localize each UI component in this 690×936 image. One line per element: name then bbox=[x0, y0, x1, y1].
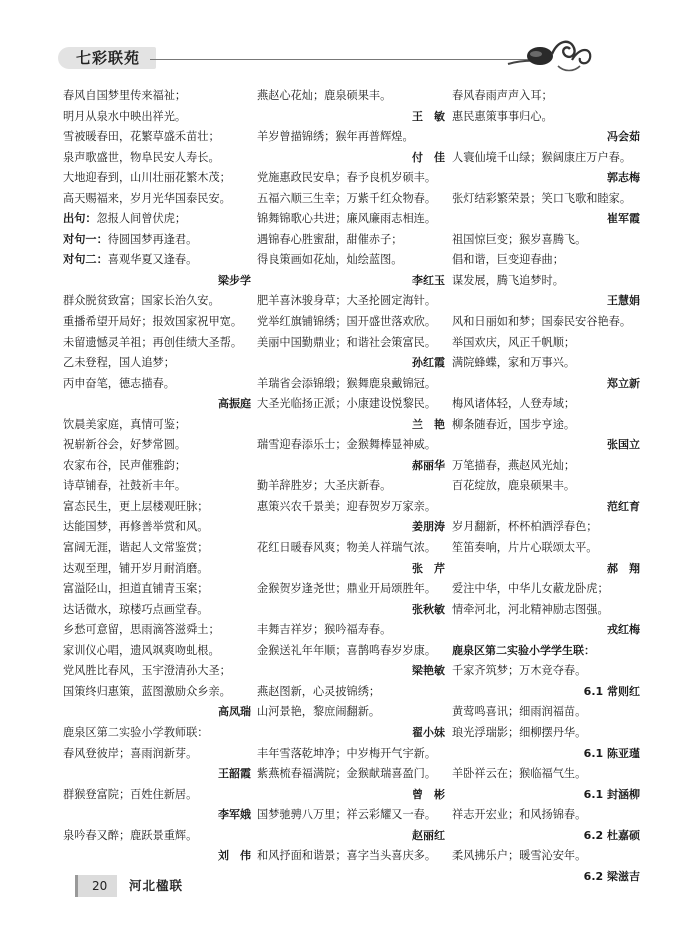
author-name: 6.1 陈亚瑾 bbox=[583, 746, 640, 760]
couplet-line: 五福六顺三生幸；万紫千红众物春。 bbox=[257, 191, 437, 205]
couplet-line: 羊瑞省会添锦缎；猴舞鹿泉戴锦冠。 bbox=[257, 376, 437, 390]
couplet-line: 群众脱贫致富；国家长治久安。 bbox=[63, 294, 220, 308]
couplet-line: 泉声歌盛世，物阜民安人寿长。 bbox=[63, 150, 220, 164]
couplet-line: 富溢陉山，担道直铺青玉案； bbox=[63, 582, 209, 596]
couplet-line: 黄莺鸣喜讯；细雨润福苗。 bbox=[452, 705, 587, 719]
poem-column-3 bbox=[452, 86, 642, 887]
author-name: 翟小妹 bbox=[412, 725, 445, 739]
author-name: 张 芹 bbox=[412, 561, 445, 575]
couplet-line: 乡愁可意留，思雨滴答滋舜土； bbox=[63, 623, 220, 637]
couplet-line: 春风春雨声声入耳； bbox=[452, 89, 553, 102]
couplet-line: 重播希望开局好；报效国家祝甲宽。 bbox=[63, 315, 243, 329]
couplet-line: 农家布谷，民声催雅韵； bbox=[63, 458, 187, 472]
couplet-line: 鹿泉区第二实验小学教师联： bbox=[63, 725, 209, 739]
author-name: 孙红霞 bbox=[412, 356, 445, 370]
couplet-line: 惠策兴农千景美；迎春贺岁万家亲。 bbox=[257, 499, 437, 513]
couplet-line: 瑞雪迎春添乐士；金猴舞棒显神威。 bbox=[257, 438, 437, 452]
author-name: 梁步学 bbox=[218, 273, 251, 287]
author-name: 6.2 杜嘉硕 bbox=[583, 828, 640, 842]
section-title: 七彩联苑 bbox=[58, 47, 156, 69]
couplet-line: 党风胜比春风，玉宇澄清孙大圣； bbox=[63, 664, 231, 678]
couplet-label: 对句一： bbox=[63, 232, 108, 246]
couplet-line: 高天赐福来，岁月光华国泰民安。 bbox=[63, 191, 231, 205]
couplet-text: 喜观华夏又逢春。 bbox=[107, 253, 198, 267]
couplet-line: 羊卧祥云在；猴临福气生。 bbox=[452, 767, 587, 781]
couplet-line: 达观至理，铺开岁月耐消磨。 bbox=[63, 561, 209, 575]
author-name: 戎红梅 bbox=[607, 623, 640, 637]
couplet-line: 家训仪心唱，遗风飒爽吻虬根。 bbox=[63, 643, 220, 657]
section-heading: 鹿泉区第二实验小学学生联： bbox=[452, 643, 595, 657]
author-name: 高振庭 bbox=[218, 397, 251, 411]
couplet-line: 国梦驰骋八万里；祥云彩耀又一春。 bbox=[257, 808, 437, 822]
couplet-line: 人寰仙境千山绿；猴阔康庄万户春。 bbox=[452, 150, 632, 164]
couplet-line: 党举红旗铺锦绣；国开盛世落欢欣。 bbox=[257, 315, 437, 329]
couplet-line: 万笔描春，燕赵风光灿； bbox=[452, 458, 576, 472]
couplet-line: 达能国梦，再修善举赏和风。 bbox=[63, 520, 209, 534]
couplet-line: 风和日丽如和梦；国泰民安谷艳春。 bbox=[452, 315, 632, 329]
couplet-line: 美丽中国勤鼎业；和谐社会策富民。 bbox=[257, 335, 437, 349]
couplet-line: 笙笛奏响，片片心联颂太平。 bbox=[452, 541, 598, 555]
author-name: 张秋敏 bbox=[412, 602, 445, 616]
header-rule bbox=[150, 59, 530, 60]
couplet-line: 祝崭新谷会，好梦常圆。 bbox=[63, 438, 187, 452]
author-name: 王慧娟 bbox=[607, 294, 640, 308]
couplet-line: 花红日暖春风爽；物美人祥瑞气浓。 bbox=[257, 541, 437, 555]
couplet-line: 国策终归惠策，蓝图激励众乡亲。 bbox=[63, 684, 231, 698]
brush-ornament-icon bbox=[500, 30, 595, 80]
couplet-label: 对句二： bbox=[63, 253, 108, 267]
couplet-line: 情牵河北，河北精神励志图强。 bbox=[452, 602, 609, 616]
couplet-label: 出句： bbox=[63, 212, 97, 226]
couplet-line: 肥羊喜沐骏身草；大圣抡圆定海针。 bbox=[257, 294, 437, 308]
couplet-line: 满院蜂蝶，家和万事兴。 bbox=[452, 356, 576, 370]
author-name: 梁艳敏 bbox=[412, 664, 445, 678]
couplet-line: 紫燕梳春福满院；金猴献瑞喜盈门。 bbox=[257, 767, 437, 781]
couplet-line: 大地迎春到，山川壮丽花繁木茂； bbox=[63, 171, 231, 185]
couplet-line: 丰舞吉祥岁；猴吟福寿春。 bbox=[257, 623, 392, 637]
couplet-line: 祥志开宏业；和风扬锦春。 bbox=[452, 808, 587, 822]
couplet-line: 千家齐筑梦；万木竞夺春。 bbox=[452, 664, 587, 678]
couplet-line: 爱注中华，中华儿女蔽龙卧虎； bbox=[452, 582, 609, 596]
couplet-line bbox=[63, 250, 253, 271]
author-name: 张国立 bbox=[607, 438, 640, 452]
couplet-line: 和风抒面和谐景；喜字当头喜庆多。 bbox=[257, 849, 437, 863]
couplet-line: 丙申奋笔，德志描春。 bbox=[63, 376, 175, 390]
couplet-line: 雪被暖春田，花繁草盛禾苗壮； bbox=[63, 130, 220, 144]
couplet-line bbox=[63, 209, 253, 230]
page-number: 20 bbox=[75, 875, 117, 897]
author-name: 范红育 bbox=[607, 499, 640, 513]
author-name: 6.2 梁滋吉 bbox=[583, 869, 640, 883]
couplet-line: 琅光浮瑞影；细柳摆丹华。 bbox=[452, 725, 587, 739]
couplet-line: 富阔无涯，谐起人文常鉴赏； bbox=[63, 541, 209, 555]
couplet-line: 羊岁曾描锦绣；猴年再普辉煌。 bbox=[257, 130, 414, 144]
author-name: 兰 艳 bbox=[412, 417, 445, 431]
couplet-line: 大圣光临扬正派；小康建设悦黎民。 bbox=[257, 397, 437, 411]
couplet-line: 谋发展，腾飞追梦时。 bbox=[452, 273, 564, 287]
author-name: 李红玉 bbox=[412, 273, 445, 287]
couplet-line: 张灯结彩繁荣景；笑口飞歌和睦家。 bbox=[452, 191, 632, 205]
poem-column-2 bbox=[257, 86, 447, 867]
couplet-line: 祖国惊巨变；猴岁喜腾飞。 bbox=[452, 232, 587, 246]
author-name: 赵丽红 bbox=[412, 828, 445, 842]
page-footer bbox=[67, 875, 297, 897]
couplet-line: 党施惠政民安阜；春予良机岁硕丰。 bbox=[257, 171, 437, 185]
couplet-line: 锦舞锦歌心共进；廉风廉雨志相连。 bbox=[257, 212, 437, 226]
couplet-line: 金猴贺岁逢尧世；鼎业开局颂胜年。 bbox=[257, 582, 437, 596]
couplet-line: 金猴送礼年年顺；喜鹊鸣春岁岁康。 bbox=[257, 643, 437, 657]
author-name: 6.1 封涵柳 bbox=[583, 787, 640, 801]
author-name: 冯会茹 bbox=[607, 130, 640, 144]
couplet-text: 忽报人间曾伏虎； bbox=[96, 212, 187, 226]
couplet-line: 泉吟春又醉；鹿跃景重辉。 bbox=[63, 828, 198, 842]
couplet-line: 倡和谐，巨变迎春曲； bbox=[452, 253, 564, 267]
couplet-line: 饮晨美家庭，真情可鉴； bbox=[63, 417, 187, 431]
couplet-line: 燕赵心花灿；鹿泉硕果丰。 bbox=[257, 89, 392, 102]
author-name: 付 佳 bbox=[412, 150, 445, 164]
poem-column-1 bbox=[63, 86, 253, 867]
couplet-line: 燕赵图新，心灵披锦绣； bbox=[257, 684, 381, 698]
couplet-line: 举国欢庆，风正千帆顺； bbox=[452, 335, 576, 349]
author-name: 高凤瑞 bbox=[218, 705, 251, 719]
couplet-line: 遇锦春心胜蜜甜，甜催赤子； bbox=[257, 232, 403, 246]
author-name: 曾 彬 bbox=[412, 787, 445, 801]
journal-name: 河北楹联 bbox=[129, 878, 184, 893]
couplet-line: 富态民生，更上层楼观旺脉； bbox=[63, 499, 209, 513]
author-name: 郭志梅 bbox=[607, 171, 640, 185]
couplet-line: 山河景艳，黎庶闹翻新。 bbox=[257, 705, 381, 719]
couplet-line: 明月从泉水中映出祥光。 bbox=[63, 109, 187, 123]
couplet-line: 达话微水，琼楼巧点画堂春。 bbox=[63, 602, 209, 616]
author-name: 6.1 常则红 bbox=[583, 684, 640, 698]
author-name: 刘 伟 bbox=[218, 849, 251, 863]
couplet-line: 诗草铺春，社鼓祈丰年。 bbox=[63, 479, 187, 493]
couplet-text: 待圆国梦再逢君。 bbox=[107, 232, 198, 246]
couplet-line: 乙未登程，国人追梦； bbox=[63, 356, 175, 370]
couplet-line: 勤羊辞胜岁；大圣庆新春。 bbox=[257, 479, 392, 493]
author-name: 崔军霞 bbox=[607, 212, 640, 226]
author-name: 郝 翔 bbox=[607, 561, 640, 575]
couplet-line: 春风自国梦里传来福祉； bbox=[63, 89, 187, 102]
author-name: 郑立新 bbox=[607, 376, 640, 390]
couplet-line: 丰年雪落乾坤净；中岁梅开气宇新。 bbox=[257, 746, 437, 760]
couplet-line: 惠民惠策事事归心。 bbox=[452, 109, 553, 123]
author-name: 王韶霞 bbox=[218, 767, 251, 781]
author-name: 李军娥 bbox=[218, 808, 251, 822]
couplet-line: 柳条随春近，国步亨途。 bbox=[452, 417, 576, 431]
author-name: 姜朋涛 bbox=[412, 520, 445, 534]
couplet-line: 春风登彼岸；喜雨润新芽。 bbox=[63, 746, 198, 760]
couplet-line: 得良策画如花灿，灿绘蓝图。 bbox=[257, 253, 403, 267]
page-header bbox=[0, 44, 690, 74]
author-name: 王 敏 bbox=[412, 109, 445, 123]
couplet-line: 柔风拂乐户；暖雪沁安年。 bbox=[452, 849, 587, 863]
couplet-line: 百花绽放，鹿泉硕果丰。 bbox=[452, 479, 576, 493]
couplet-line: 岁月翻新，杯杯柏酒浮春色； bbox=[452, 520, 598, 534]
author-name: 郝丽华 bbox=[412, 458, 445, 472]
couplet-line: 未留遗憾灵羊祖；再创佳绩大圣帮。 bbox=[63, 335, 243, 349]
couplet-line: 梅风诸体轻，人登寿域； bbox=[452, 397, 576, 411]
couplet-line: 群猴登富院；百姓住新居。 bbox=[63, 787, 198, 801]
couplet-line bbox=[63, 230, 253, 251]
